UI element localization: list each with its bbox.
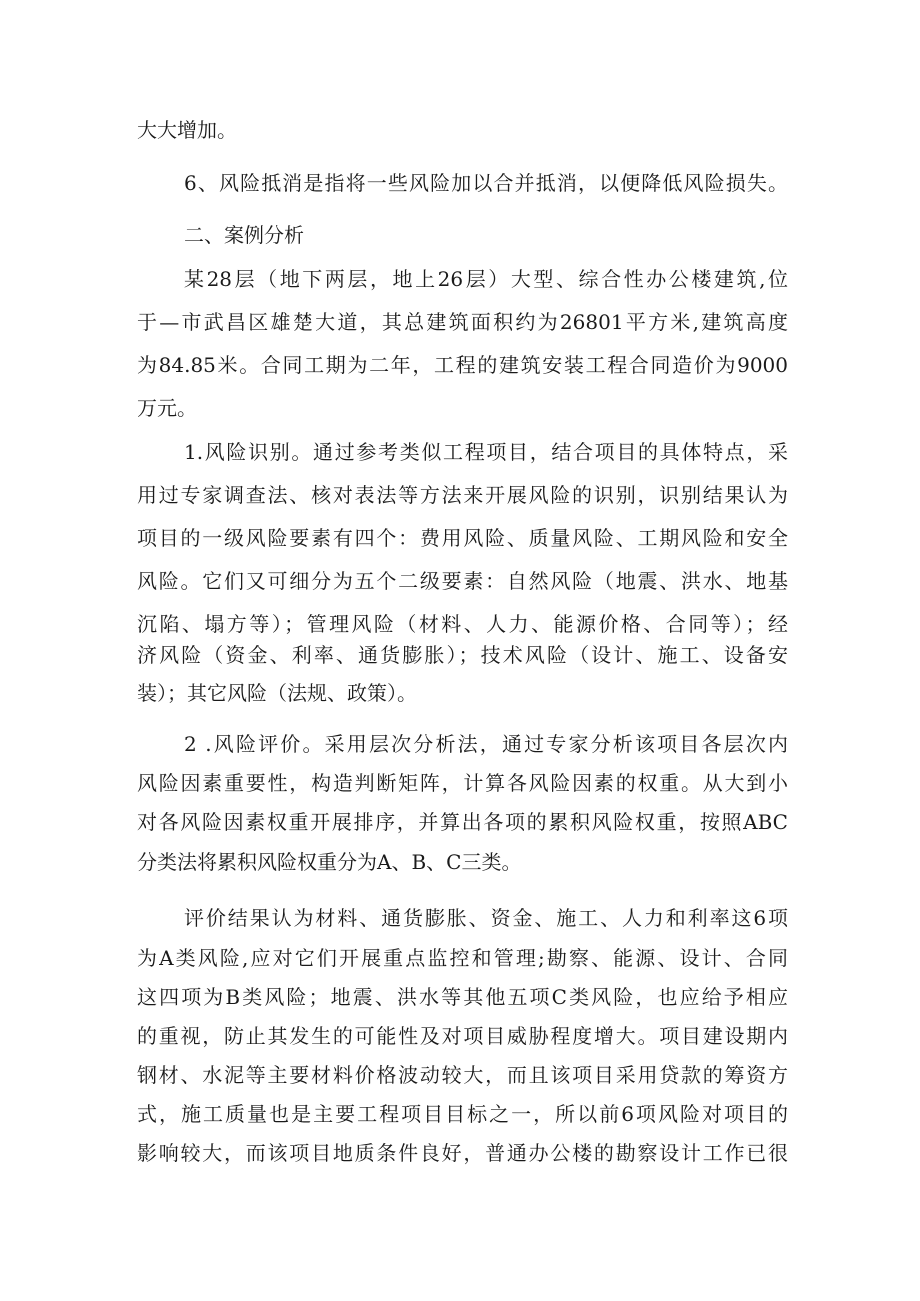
paragraph-line: 对各风险因素权重开展排序，并算出各项的累积风险权重，按照ABC (137, 810, 788, 834)
list-item-6: 6、风险抵消是指将一些风险加以合并抵消，以便降低风险损失。 (184, 171, 788, 195)
paragraph-line: 式，施工质量也是主要工程项目目标之一，所以前6项风险对项目的 (137, 1102, 788, 1126)
paragraph-line: 风险因素重要性，构造判断矩阵，计算各风险因素的权重。从大到小 (137, 771, 788, 795)
paragraph-line: 万元。 (137, 396, 197, 420)
paragraph-line: 为84.85米。合同工期为二年，工程的建筑安装工程合同造价为9000 (137, 353, 788, 377)
paragraph-line: 济风险（资金、利率、通货膨胀）；技术风险（设计、施工、设备安 (137, 643, 788, 667)
paragraph-line: 项目的一级风险要素有四个：费用风险、质量风险、工期风险和安全 (137, 526, 788, 550)
paragraph-line: 钢材、水泥等主要材料价格波动较大，而且该项目采用贷款的筹资方 (137, 1063, 788, 1087)
paragraph-line: 于—市武昌区雄楚大道，其总建筑面积约为26801平方米,建筑高度 (137, 310, 788, 334)
paragraph-line: 1.风险识别。通过参考类似工程项目，结合项目的具体特点，采 (184, 440, 788, 464)
paragraph-line: 这四项为B类风险；地震、洪水等其他五项C类风险，也应给予相应 (137, 985, 788, 1009)
paragraph-line: 2 .风险评价。采用层次分析法，通过专家分析该项目各层次内 (184, 732, 788, 756)
paragraph-line: 用过专家调查法、核对表法等方法来开展风险的识别，识别结果认为 (137, 483, 788, 507)
paragraph-line: 大大增加。 (137, 118, 237, 142)
paragraph-line: 影响较大，而该项目地质条件良好，普通办公楼的勘察设计工作已很 (137, 1141, 788, 1165)
paragraph-line: 为A类风险,应对它们开展重点监控和管理;勘察、能源、设计、合同 (137, 946, 788, 970)
paragraph-line: 沉陷、塌方等）；管理风险（材料、人力、能源价格、合同等）；经 (137, 612, 788, 636)
paragraph-line: 评价结果认为材料、通货膨胀、资金、施工、人力和利率这6项 (184, 906, 788, 930)
paragraph-line: 装）；其它风险（法规、政策）。 (137, 681, 417, 705)
section-heading: 二、案例分析 (184, 223, 304, 247)
paragraph-line: 的重视，防止其发生的可能性及对项目威胁程度增大。项目建设期内 (137, 1024, 788, 1048)
paragraph-line: 风险。它们又可细分为五个二级要素：自然风险（地震、洪水、地基 (137, 569, 788, 593)
paragraph-line: 分类法将累积风险权重分为A、B、C三类。 (137, 850, 522, 874)
paragraph-line: 某28层（地下两层，地上26层）大型、综合性办公楼建筑,位 (184, 267, 788, 291)
